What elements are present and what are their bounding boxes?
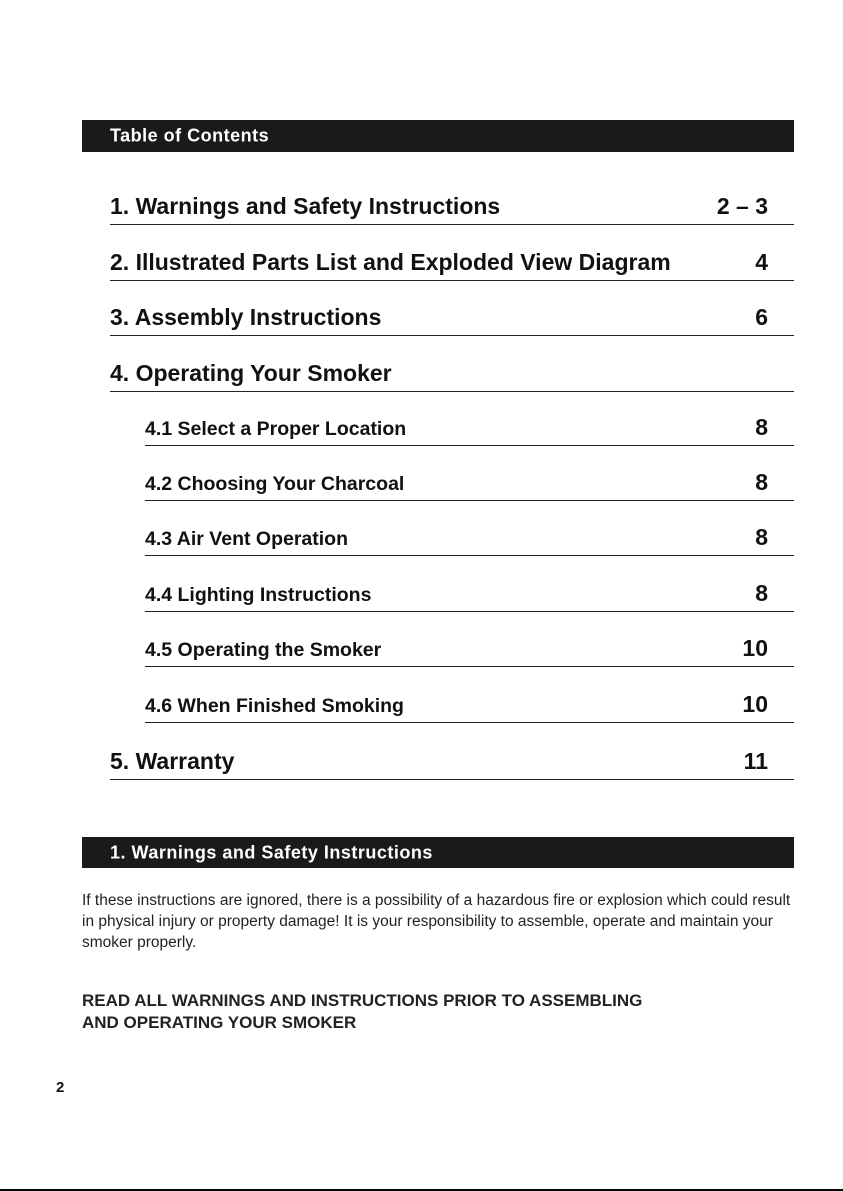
toc-entry-title: 4.5 Operating the Smoker (145, 639, 382, 661)
section-header-title: 1. Warnings and Safety Instructions (110, 842, 433, 862)
toc-entry[interactable] (110, 185, 794, 225)
toc-entry-page: 2 – 3 (716, 193, 768, 219)
toc-entry-title: 1. Warnings and Safety Instructions (110, 193, 501, 219)
toc-entry-page: 4 (755, 249, 768, 275)
section-header-banner (82, 837, 794, 868)
toc-entry-page (768, 387, 794, 391)
toc-entry-page: 10 (742, 691, 768, 717)
toc-header-title: Table of Contents (110, 125, 270, 146)
toc-entry-title: 4.1 Select a Proper Location (145, 418, 407, 440)
toc-entry-page: 8 (755, 414, 768, 440)
toc-entry-title: 4.6 When Finished Smoking (145, 695, 404, 717)
toc-entry-title: 2. Illustrated Parts List and Exploded View Diagram (110, 249, 671, 275)
page-number: 2 (56, 1079, 65, 1096)
read-all-warnings-notice: READ ALL WARNINGS AND INSTRUCTIONS PRIOR TO ASSEMBLING AND OPERATING YOUR SMOKER (82, 991, 643, 1032)
toc-entry[interactable] (145, 685, 794, 723)
toc-entry[interactable] (145, 629, 794, 667)
toc-entry[interactable] (145, 463, 794, 501)
toc-entry[interactable] (110, 352, 794, 392)
toc-entry-title: 4.3 Air Vent Operation (145, 528, 348, 550)
toc-entry-page: 10 (742, 635, 768, 661)
toc-entry-page: 11 (743, 748, 768, 774)
toc-entry-title: 4.4 Lighting Instructions (145, 584, 372, 606)
toc-entry[interactable] (145, 574, 794, 612)
toc-entry-page: 8 (755, 524, 768, 550)
toc-entry-title: 3. Assembly Instructions (110, 304, 382, 330)
toc-entry[interactable] (145, 518, 794, 556)
toc-entry[interactable] (110, 241, 794, 281)
toc-entry-title: 5. Warranty (110, 748, 235, 774)
warning-intro-paragraph: If these instructions are ignored, there is a possibility of a hazardous fire or explosion which could result in physical injury or property damage! It is your responsibility to assemble, operate and maintain your smoker properly. (82, 892, 791, 951)
toc-entry-page: 8 (755, 469, 768, 495)
toc-entry-title: 4.2 Choosing Your Charcoal (145, 473, 405, 495)
toc-entry[interactable] (110, 740, 794, 780)
toc-entry[interactable] (145, 408, 794, 446)
toc-header-banner (82, 120, 794, 152)
toc-entry-page: 8 (755, 580, 768, 606)
toc-entry-page: 6 (755, 304, 768, 330)
toc-entry-title: 4. Operating Your Smoker (110, 360, 392, 386)
toc-entry[interactable] (110, 296, 794, 336)
